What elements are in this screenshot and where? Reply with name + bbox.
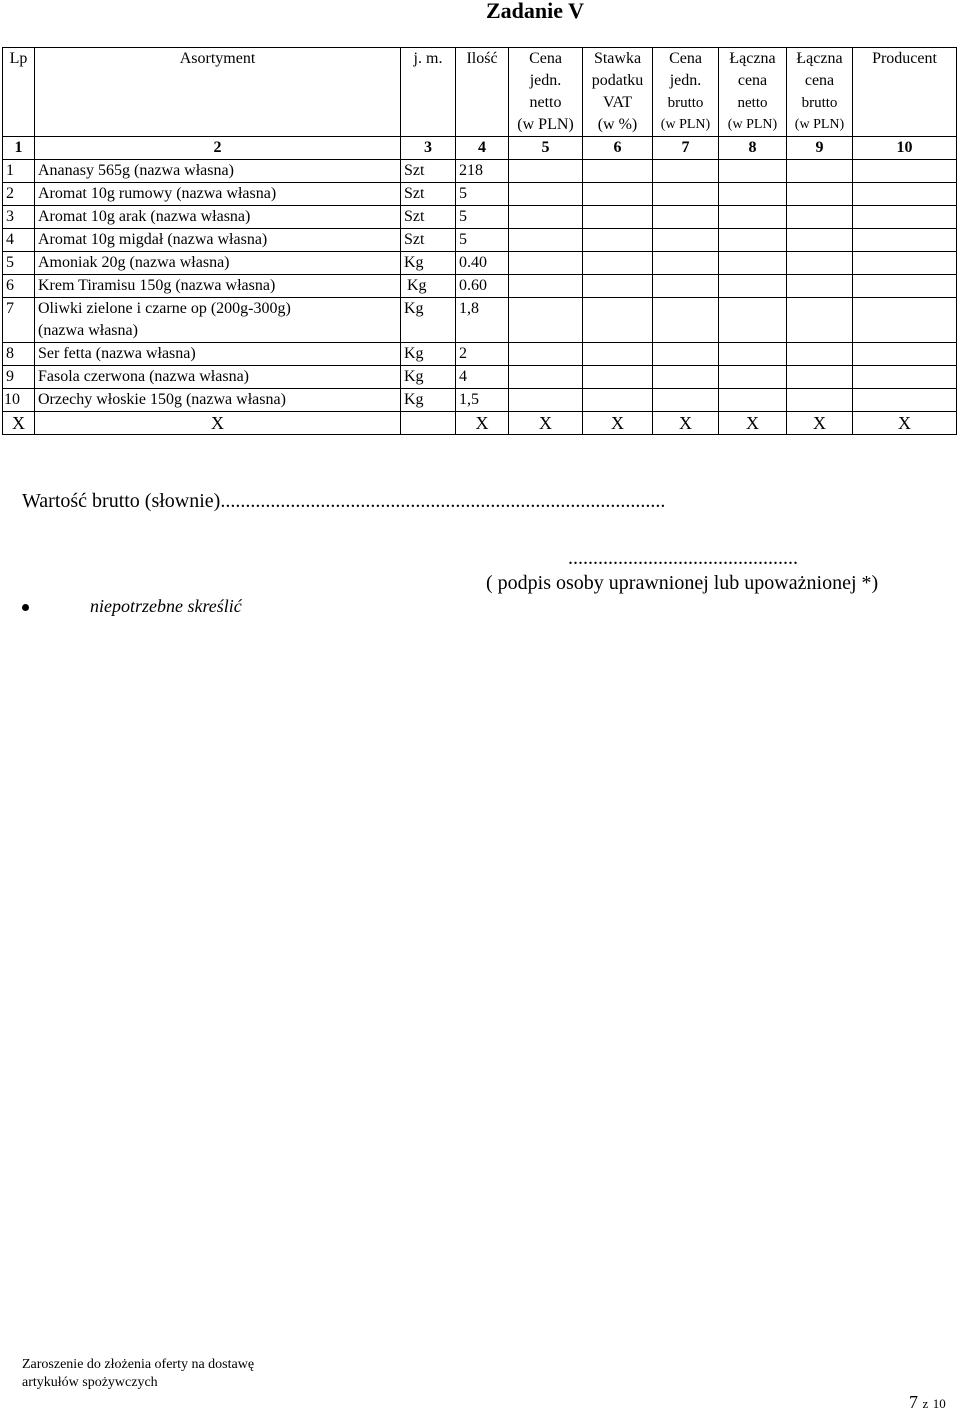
table-row [3,183,957,206]
cell-laczna-brutto [787,343,853,366]
row-lp: 5 [3,252,35,275]
header-laczna-netto [719,48,787,137]
header-laczna-netto-l3: netto [737,95,768,111]
page-title: Zadanie V [485,0,584,23]
row-name: Aromat 10g arak (nazwa własna) [35,206,401,229]
cell-vat [583,298,653,343]
table-row [3,343,957,366]
cell-cena-netto [509,229,583,252]
row-name-line1: Oliwki zielone i czarne op (200g-300g) [38,300,291,317]
summary-cell-2: X [35,412,401,435]
row-lp: 9 [3,366,35,389]
row-unit: Kg [401,389,456,412]
cell-producent [853,298,957,343]
signature-line: .............................................. [568,547,798,569]
cell-cena-brutto [653,183,719,206]
row-qty: 1,8 [456,298,509,343]
row-name: Krem Tiramisu 150g (nazwa własna) [35,275,401,298]
colnum-6: 6 [583,137,653,160]
document-footer [22,1356,254,1392]
header-laczna-brutto-l3: brutto [801,95,838,111]
row-qty: 5 [456,206,509,229]
signature-label: ( podpis osoby uprawnionej lub upoważnionej *) [486,572,879,594]
row-qty: 4 [456,366,509,389]
header-ilosc: Ilość [456,48,509,137]
header-cena-brutto-l2: jedn. [669,72,702,89]
cell-vat [583,206,653,229]
cell-laczna-brutto [787,229,853,252]
header-vat [583,48,653,137]
row-unit: Kg [401,343,456,366]
row-name: Ser fetta (nazwa własna) [35,343,401,366]
cell-laczna-netto [719,160,787,183]
cell-laczna-brutto [787,275,853,298]
table-row [3,229,957,252]
cell-producent [853,366,957,389]
header-vat-l3: VAT [602,94,633,111]
row-lp: 8 [3,343,35,366]
header-laczna-brutto-l2: cena [804,72,835,89]
footnote: niepotrzebne skreślić [90,596,242,616]
colnum-4: 4 [456,137,509,160]
summary-cell-1: X [3,412,35,435]
header-cena-brutto-l3: brutto [667,95,704,111]
header-laczna-netto-l2: cena [737,72,768,89]
cell-producent [853,229,957,252]
cell-laczna-netto [719,366,787,389]
header-cena-brutto [653,48,719,137]
cell-producent [853,275,957,298]
cell-cena-brutto [653,229,719,252]
colnum-7: 7 [653,137,719,160]
cell-vat [583,183,653,206]
header-laczna-brutto-l4: (w PLN) [794,117,845,132]
cell-producent [853,389,957,412]
cell-cena-brutto [653,389,719,412]
row-lp: 10 [3,389,35,412]
summary-cell-4: X [456,412,509,435]
offer-table [2,47,957,435]
cell-cena-netto [509,298,583,343]
cell-cena-brutto [653,366,719,389]
cell-producent [853,160,957,183]
row-qty: 218 [456,160,509,183]
cell-cena-netto [509,366,583,389]
cell-cena-brutto [653,343,719,366]
table-row [3,366,957,389]
header-laczna-brutto [787,48,853,137]
cell-laczna-netto [719,252,787,275]
cell-cena-brutto [653,298,719,343]
header-producent: Producent [853,48,957,137]
row-name: Aromat 10g rumowy (nazwa własna) [35,183,401,206]
cell-laczna-brutto [787,206,853,229]
footer-line-1: Zaroszenie do złożenia oferty na dostawę [22,1357,255,1372]
cell-cena-netto [509,252,583,275]
cell-vat [583,389,653,412]
header-cena-brutto-l4: (w PLN) [660,117,711,132]
cell-cena-netto [509,389,583,412]
row-lp: 4 [3,229,35,252]
table-row [3,206,957,229]
row-unit: Kg [401,298,456,343]
cell-vat [583,229,653,252]
column-numbers-row [3,137,957,160]
table-row [3,275,957,298]
row-name-line2: (nazwa własna) [38,322,138,339]
cell-cena-netto [509,206,583,229]
page-current: 7 [909,1392,918,1412]
summary-cell-9: X [787,412,853,435]
row-name: Aromat 10g migdał (nazwa własna) [35,229,401,252]
cell-laczna-brutto [787,366,853,389]
cell-laczna-netto [719,389,787,412]
row-qty: 1,5 [456,389,509,412]
summary-cell-3 [401,412,456,435]
cell-producent [853,252,957,275]
row-lp: 3 [3,206,35,229]
table-row [3,389,957,412]
header-cena-netto-l3: netto [529,94,562,111]
row-unit: Kg [401,252,456,275]
cell-laczna-netto [719,229,787,252]
cell-cena-brutto [653,275,719,298]
cell-laczna-netto [719,298,787,343]
row-lp: 6 [3,275,35,298]
cell-laczna-brutto [787,389,853,412]
cell-vat [583,366,653,389]
colnum-5: 5 [509,137,583,160]
cell-laczna-brutto [787,252,853,275]
cell-producent [853,206,957,229]
table-row [3,298,957,343]
summary-cell-10: X [853,412,957,435]
row-qty: 0.40 [456,252,509,275]
cell-cena-netto [509,160,583,183]
cell-laczna-netto [719,343,787,366]
header-cena-netto-l4: (w PLN) [517,116,574,133]
header-lp: Lp [3,48,35,137]
cell-producent [853,343,957,366]
row-qty: 0.60 [456,275,509,298]
cell-vat [583,275,653,298]
cell-cena-netto [509,343,583,366]
summary-cell-8: X [719,412,787,435]
header-jm: j. m. [401,48,456,137]
header-cena-netto-l2: jedn. [529,72,562,89]
cell-cena-netto [509,275,583,298]
cell-laczna-netto [719,183,787,206]
table-row [3,160,957,183]
row-lp: 7 [3,298,35,343]
row-unit: Kg [401,275,456,298]
colnum-1: 1 [3,137,35,160]
row-lp: 1 [3,160,35,183]
row-unit: Szt [401,206,456,229]
row-unit: Szt [401,160,456,183]
cell-laczna-brutto [787,183,853,206]
cell-cena-brutto [653,160,719,183]
colnum-3: 3 [401,137,456,160]
table-row [3,252,957,275]
cell-laczna-brutto [787,160,853,183]
colnum-8: 8 [719,137,787,160]
row-unit: Szt [401,229,456,252]
row-name: Ananasy 565g (nazwa własna) [35,160,401,183]
header-vat-l2: podatku [591,72,644,89]
summary-cell-7: X [653,412,719,435]
cell-vat [583,160,653,183]
header-asortyment: Asortyment [35,48,401,137]
row-unit: Szt [401,183,456,206]
header-cena-netto [509,48,583,137]
cell-cena-brutto [653,252,719,275]
header-laczna-brutto-l1: Łączna [796,50,843,67]
row-name [35,298,401,343]
row-qty: 5 [456,183,509,206]
header-vat-l4: (w %) [597,116,638,133]
cell-vat [583,343,653,366]
row-lp: 2 [3,183,35,206]
footer-line-2: artykułów spożywczych [22,1375,158,1390]
header-laczna-netto-l4: (w PLN) [727,117,778,132]
bullet-icon [22,604,29,611]
row-qty: 2 [456,343,509,366]
cell-cena-brutto [653,206,719,229]
header-cena-netto-l1: Cena [529,50,562,67]
colnum-2: 2 [35,137,401,160]
header-cena-brutto-l1: Cena [669,50,702,67]
cell-vat [583,252,653,275]
summary-cell-5: X [509,412,583,435]
colnum-9: 9 [787,137,853,160]
cell-cena-netto [509,183,583,206]
colnum-10: 10 [853,137,957,160]
page-number [909,1392,946,1413]
row-name: Amoniak 20g (nazwa własna) [35,252,401,275]
summary-row [3,412,957,435]
row-unit: Kg [401,366,456,389]
cell-producent [853,183,957,206]
header-vat-l1: Stawka [593,50,642,67]
header-laczna-netto-l1: Łączna [729,50,776,67]
header-row [3,48,957,137]
row-qty: 5 [456,229,509,252]
cell-laczna-netto [719,275,787,298]
page-total: 10 [932,1396,946,1411]
gross-value-in-words: Wartość brutto (słownie)......................................................................................... [22,490,666,512]
row-name: Fasola czerwona (nazwa własna) [35,366,401,389]
cell-laczna-netto [719,206,787,229]
row-name: Orzechy włoskie 150g (nazwa własna) [35,389,401,412]
page-sep: z [922,1396,929,1411]
summary-cell-6: X [583,412,653,435]
cell-laczna-brutto [787,298,853,343]
